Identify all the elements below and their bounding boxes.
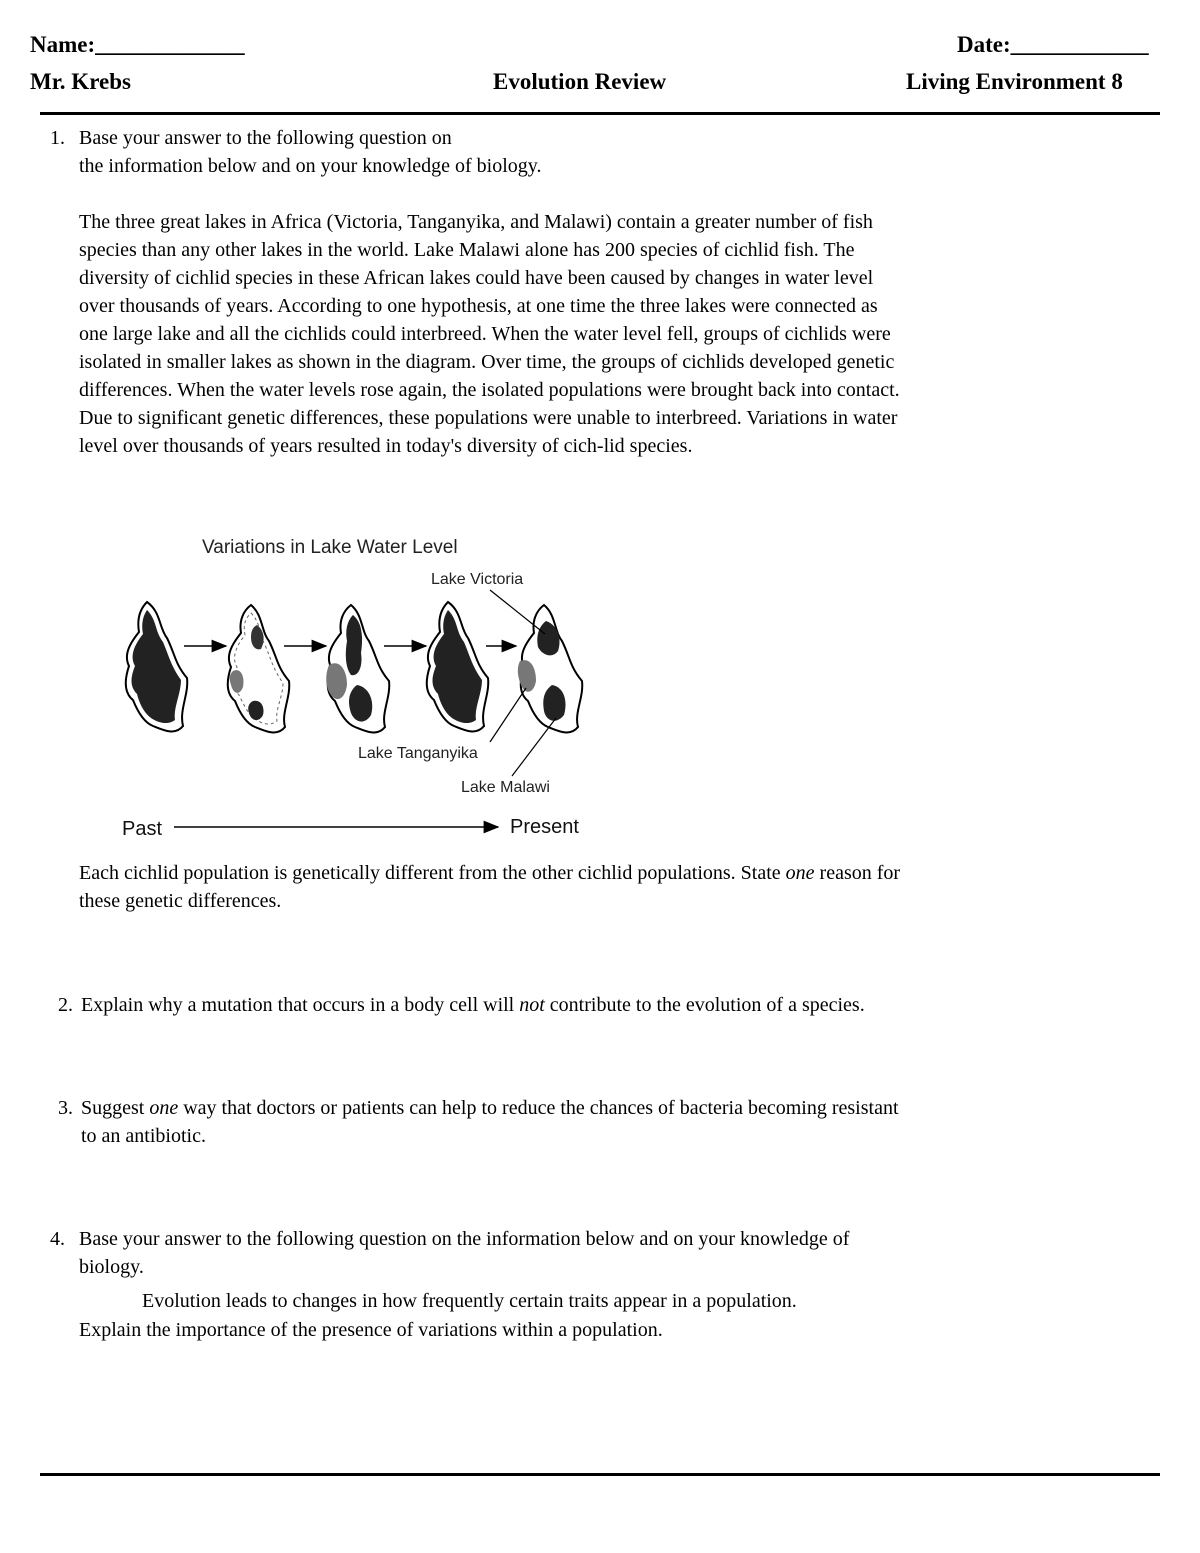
course-name: Living Environment 8 bbox=[906, 69, 1123, 94]
lake-stage-2 bbox=[228, 605, 290, 732]
prompt-text: these genetic differences. bbox=[79, 890, 282, 912]
question-text: way that doctors or patients can help to reduce the chances of bacteria becoming resistant bbox=[178, 1097, 899, 1119]
teacher-name: Mr. Krebs bbox=[30, 69, 131, 94]
label-lake-malawi: Lake Malawi bbox=[461, 779, 550, 796]
question-4-number: 4. bbox=[50, 1228, 65, 1250]
question-1-passage bbox=[79, 208, 1079, 460]
date-field[interactable] bbox=[957, 31, 1149, 59]
question-text: to an antibiotic. bbox=[81, 1125, 206, 1147]
axis-label-present: Present bbox=[510, 816, 579, 838]
question-4-prompt: Explain the importance of the presence of variations within a population. bbox=[79, 1319, 663, 1341]
header-rule bbox=[40, 112, 1160, 115]
leader-line-tanganyika bbox=[490, 688, 526, 742]
question-3-number: 3. bbox=[58, 1097, 73, 1119]
diagram-title: Variations in Lake Water Level bbox=[202, 537, 458, 558]
question-1-intro bbox=[79, 124, 1079, 180]
passage-line: over thousands of years. According to one hypothesis, at one time the three lakes were connected as bbox=[79, 295, 878, 317]
question-text: Suggest bbox=[81, 1097, 150, 1119]
emphasis: not bbox=[519, 994, 545, 1016]
passage-line: level over thousands of years resulted in today's diversity of cich-lid species. bbox=[79, 435, 693, 457]
date-label: Date: bbox=[957, 32, 1011, 57]
question-text: Base your answer to the following question on the information below and on your knowledge of bbox=[79, 1228, 850, 1250]
intro-line: Base your answer to the following question on bbox=[79, 127, 452, 149]
passage-line: Due to significant genetic differences, these populations were unable to interbreed. Variations in water bbox=[79, 407, 898, 429]
question-4-statement: Evolution leads to changes in how frequently certain traits appear in a population. bbox=[142, 1290, 797, 1312]
name-label: Name: bbox=[30, 32, 96, 57]
passage-line: species than any other lakes in the world. Lake Malawi alone has 200 species of cichlid fish. The bbox=[79, 239, 855, 261]
intro-line: the information below and on your knowledge of biology. bbox=[79, 155, 542, 177]
page-title: Evolution Review bbox=[493, 69, 667, 94]
passage-line: isolated in smaller lakes as shown in the diagram. Over time, the groups of cichlids developed genetic bbox=[79, 351, 895, 373]
emphasis: one bbox=[785, 862, 815, 884]
question-2-number: 2. bbox=[58, 994, 73, 1016]
axis-label-past: Past bbox=[122, 818, 163, 840]
question-1-number: 1. bbox=[50, 127, 65, 149]
question-3-text bbox=[81, 1094, 1081, 1150]
emphasis: one bbox=[149, 1097, 179, 1119]
question-4-text bbox=[79, 1225, 1079, 1281]
label-lake-tanganyika: Lake Tanganyika bbox=[358, 745, 478, 762]
passage-line: diversity of cichlid species in these African lakes could have been caused by changes in water level bbox=[79, 267, 874, 289]
label-lake-victoria: Lake Victoria bbox=[431, 571, 524, 588]
lake-stage-1 bbox=[126, 602, 188, 731]
question-text: Explain why a mutation that occurs in a body cell will bbox=[81, 994, 520, 1016]
name-field[interactable] bbox=[30, 31, 245, 59]
question-text: contribute to the evolution of a species. bbox=[544, 994, 865, 1016]
lake-water-level-diagram bbox=[80, 520, 620, 850]
question-2-text bbox=[81, 991, 865, 1019]
name-blank[interactable]: _____________ bbox=[95, 32, 245, 57]
lake-stage-4 bbox=[427, 602, 489, 731]
date-blank[interactable]: ____________ bbox=[1010, 32, 1149, 57]
footer-rule bbox=[40, 1473, 1160, 1476]
question-1-prompt bbox=[79, 859, 1079, 915]
leader-line-malawi bbox=[512, 718, 556, 776]
passage-line: one large lake and all the cichlids could interbreed. When the water level fell, groups of cichlids were bbox=[79, 323, 891, 345]
prompt-text: reason for bbox=[814, 862, 901, 884]
passage-line: differences. When the water levels rose again, the isolated populations were brought back into contact. bbox=[79, 379, 900, 401]
prompt-text: Each cichlid population is genetically different from the other cichlid populations. State bbox=[79, 862, 786, 884]
passage-line: The three great lakes in Africa (Victoria, Tanganyika, and Malawi) contain a greater number of fish bbox=[79, 211, 873, 233]
lake-stage-3 bbox=[326, 605, 389, 732]
lake-stage-5 bbox=[518, 605, 582, 732]
question-text: biology. bbox=[79, 1256, 144, 1278]
